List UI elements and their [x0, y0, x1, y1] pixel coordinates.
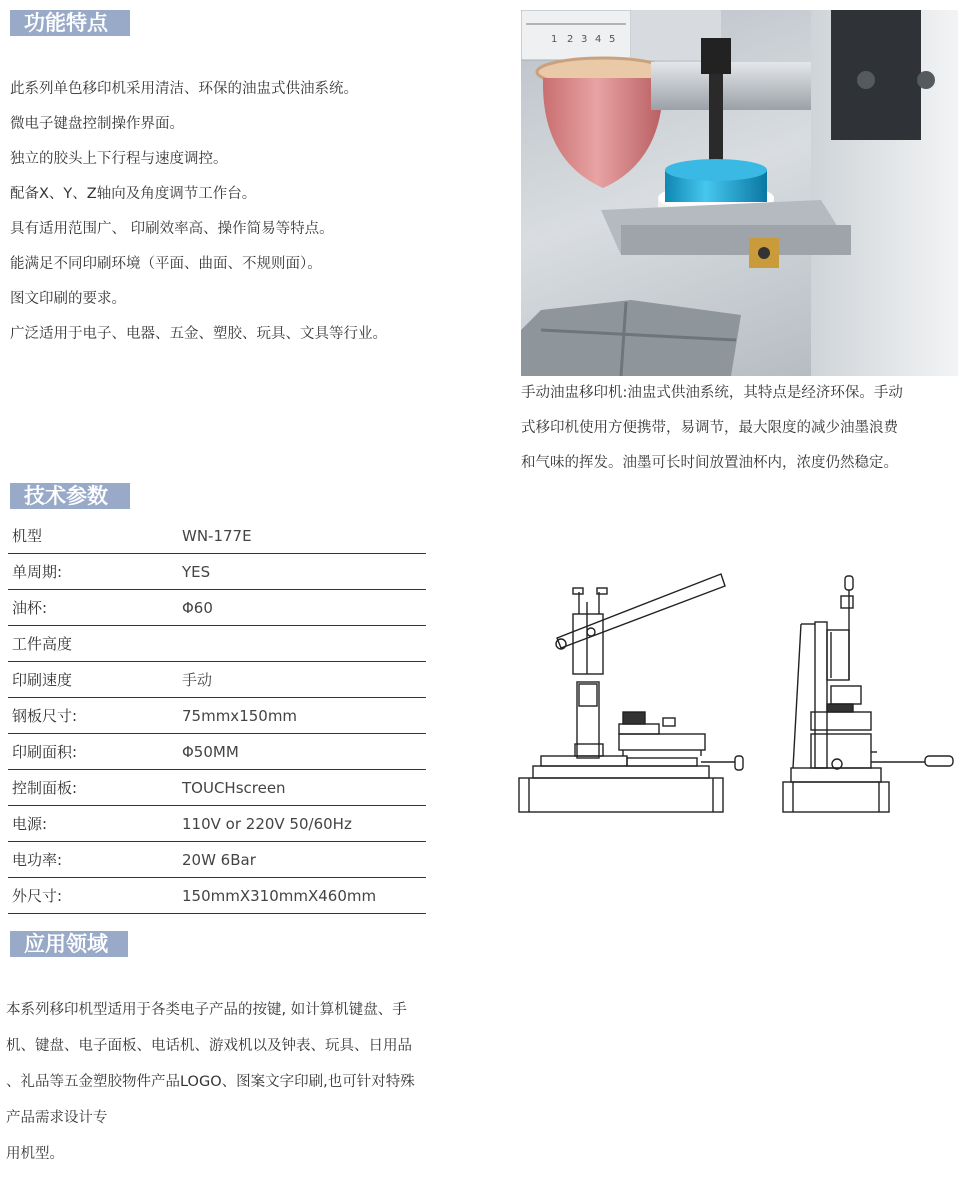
spec-value — [182, 626, 426, 662]
table-row — [8, 734, 426, 770]
ruler-tick: 1 — [551, 34, 558, 45]
spec-label: 工件高度 — [8, 626, 182, 662]
table-row — [8, 842, 426, 878]
table-row — [8, 626, 426, 662]
caption-line: 式移印机使用方便携带，易调节，最大限度的减少油墨浪费 — [521, 420, 898, 436]
front-view-drawing — [519, 574, 743, 812]
spec-table — [8, 518, 426, 914]
spec-value: 手动 — [182, 662, 426, 698]
spec-value: 75mmx150mm — [182, 698, 426, 734]
table-row — [8, 662, 426, 698]
spec-value: Φ50MM — [182, 734, 426, 770]
spec-label: 电功率: — [8, 842, 182, 878]
spec-value: 110V or 220V 50/60Hz — [182, 806, 426, 842]
spec-label: 钢板尺寸: — [8, 698, 182, 734]
ruler-tick: 4 — [595, 34, 602, 45]
table-row — [8, 806, 426, 842]
spec-value: 150mmX310mmX460mm — [182, 878, 426, 914]
applications-line: 机、键盘、电子面板、电话机、游戏机以及钟表、玩具、日用品 — [6, 1038, 412, 1054]
spec-value: TOUCHscreen — [182, 770, 426, 806]
spec-value: 20W 6Bar — [182, 842, 426, 878]
caption-line: 和气味的挥发。油墨可长时间放置油杯内，浓度仍然稳定。 — [521, 455, 898, 471]
pad-printer-closeup-image — [521, 10, 958, 376]
applications-text — [6, 992, 462, 1172]
ruler-tick: 2 — [567, 34, 574, 45]
feature-item: 具有适用范围广、 印刷效率高、操作简易等特点。 — [10, 221, 334, 237]
pad-printer-drawing-image — [515, 572, 960, 822]
photo-caption — [521, 376, 951, 481]
table-row — [8, 590, 426, 626]
applications-line: 产品需求设计专 — [6, 1110, 108, 1126]
applications-line: 用机型。 — [6, 1146, 64, 1162]
table-row — [8, 770, 426, 806]
spec-value: YES — [182, 554, 426, 590]
table-row — [8, 878, 426, 914]
applications-section-title: 应用领域 — [10, 931, 128, 957]
ruler-tick: 5 — [609, 34, 616, 45]
product-photo — [521, 10, 958, 376]
table-row — [8, 518, 426, 554]
spec-label: 单周期: — [8, 554, 182, 590]
feature-item: 图文印刷的要求。 — [10, 291, 126, 307]
table-row — [8, 554, 426, 590]
spec-label: 电源: — [8, 806, 182, 842]
features-list — [10, 72, 387, 352]
spec-label: 控制面板: — [8, 770, 182, 806]
table-row — [8, 698, 426, 734]
spec-label: 印刷速度 — [8, 662, 182, 698]
spec-value: WN-177E — [182, 518, 426, 554]
spec-label: 外尺寸: — [8, 878, 182, 914]
spec-label: 机型 — [8, 518, 182, 554]
spec-label: 油杯: — [8, 590, 182, 626]
machine-line-drawing — [515, 572, 960, 822]
feature-item: 此系列单色移印机采用清洁、环保的油盅式供油系统。 — [10, 81, 358, 97]
ruler-tick: 3 — [581, 34, 588, 45]
side-view-drawing — [783, 576, 953, 812]
caption-line: 手动油盅移印机:油盅式供油系统，其特点是经济环保。手动 — [521, 385, 903, 401]
specs-section-title: 技术参数 — [10, 483, 130, 509]
spec-label: 印刷面积: — [8, 734, 182, 770]
features-section-title: 功能特点 — [10, 10, 130, 36]
feature-item: 配备X、Y、Z轴向及角度调节工作台。 — [10, 186, 257, 202]
applications-line: 本系列移印机型适用于各类电子产品的按键, 如计算机键盘、手 — [6, 1002, 407, 1018]
feature-item: 微电子键盘控制操作界面。 — [10, 116, 184, 132]
feature-item: 广泛适用于电子、电器、五金、塑胶、玩具、文具等行业。 — [10, 326, 387, 342]
spec-value: Φ60 — [182, 590, 426, 626]
applications-line: 、礼品等五金塑胶物件产品LOGO、图案文字印刷,也可针对特殊 — [6, 1074, 415, 1090]
feature-item: 能满足不同印刷环境（平面、曲面、不规则面）。 — [10, 256, 322, 272]
feature-item: 独立的胶头上下行程与速度调控。 — [10, 151, 228, 167]
